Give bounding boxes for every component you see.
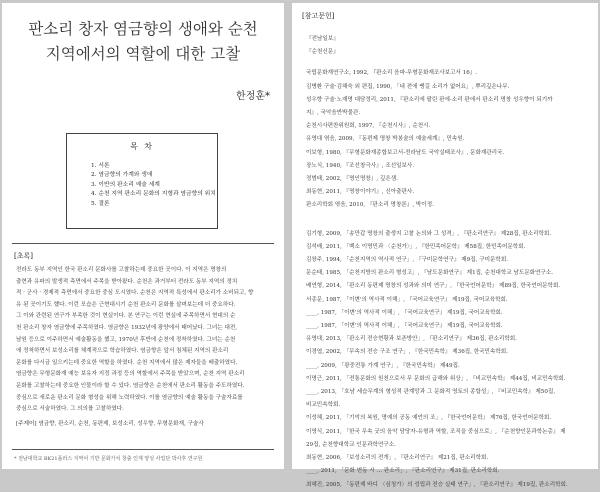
reference-entry: 장노식, 1940, 『조선창극사』, 조선일보사. [306, 162, 415, 169]
abstract-body [16, 265, 272, 416]
reference-entry: 이경엽, 2002, 「무속의 전승 구조 연구」, 『한국민속학』 제36집, 한국민속학회. [306, 349, 508, 356]
abstract-line: 중심으로 새로운 판소리 문화 형성을 위해 노력하였다. 이를 염금향의 예술 활동을 구술자료를 [16, 394, 243, 401]
toc-item: 3. 이반의 판소리 예술 세계 [91, 181, 160, 188]
reference-entry: 최동현, 2011, 『명창이야기』, 신아출판사. [306, 189, 415, 196]
abstract-line: 천 판소리 창자 염금향에 주목하였다. 염금향은 1932년에 광양에서 태어났다. 그녀는 대전, [16, 324, 238, 331]
toc-heading: 목 차 [130, 142, 154, 151]
reference-entry: 성우향 구술·노재명 대담정리, 2011, 『판소리에 팔린 판에-소리 판에서 판소리 명창 성우향이 되기까 [306, 96, 553, 103]
abstract-line: 출현과 유파의 발생적 측면에서 주목을 받아왔다. 순천은 과거부터 전라도 동부 지역의 정치 [16, 278, 238, 285]
abstract-line: 그 이와 관련된 연구가 부족한 것이 현실이다. 본 연구는 이런 현실에 주목하면서 현대의 순 [16, 313, 236, 320]
abstract-line: 염금향은 무형문화재 예능 보유자 지정 과정 등의 역할에서 주목을 받았으며, 순천 지역 판소리 [16, 371, 245, 378]
reference-entry: 정범태, 2002, 『명인명창』, 깊은샘. [306, 176, 398, 183]
references-heading: [참고문헌] [302, 12, 335, 20]
reference-entry: 배연형, 2014, 「판소리 동편제 명창의 성과와 의미 연구」, 『한국언어문학』 제89집, 한국언어문학회. [306, 283, 561, 290]
title-line-1: 판소리 창자 염금향의 생애와 순천 [28, 20, 258, 38]
abstract-line: 남원 등으로 이주하면서 예술활동을 했고, 1970년 후반에 순천에 정착하였다. 그녀는 순천 [16, 336, 236, 343]
reference-entry: 이영식, 2011, 「한국 무속 굿의 음악 담당자-유형과 역할, 조직을 중심으로」, 『순천향인문과학논총』 제 [306, 428, 566, 435]
footnote-rule [12, 449, 274, 450]
abstract-line: 에 정착하면서 보성소리를 체계적으로 학습하였다. 염금향은 앞서 침체된 지역의 판소리 [16, 348, 229, 355]
reference-entry: ____, 1987, 「이변'의 역사적 이해」, 『국어교육연구』 제19집, 국어교육학회. [306, 309, 503, 316]
abstract-line: 문화를 고찰하는데 중요한 인물이라 할 수 있다. 염금향은 순천에서 판소리 활동을 주도하였다. [16, 382, 245, 389]
toc-list [67, 162, 217, 209]
reference-gap [306, 213, 592, 228]
abstract-line: 적 · 군사 · 경제적 측면에서 중요한 중심 도시였다. 순천은 지역적 특성에서 판소리가 소비되고, 향 [16, 290, 254, 297]
abstract-line: 문화를 다시금 일으키는데 중요한 역할을 하였다. 순천 지역에서 많은 제자들을 배출하였다. [16, 359, 238, 366]
author-name: 한정훈* [236, 91, 270, 102]
reference-entry: 비교민속학회. [306, 402, 341, 409]
reference-entry: 김창주, 1994, 「순천지역의 역사적 연구」, 『구미문학연구』 제9집, 구미문학회. [306, 257, 509, 264]
reference-entry: 지』, 국악음반박물관. [306, 110, 361, 117]
reference-entry: 이성혜, 2011, 「기억의 복원, 명예의 공동 예언의 조」, 『한국언어문학』 제76집, 한국언어문학회. [306, 415, 552, 422]
reference-entry: 이명근, 2011, 「전통문화의 원천으로서 무 문화의 급해와 위상」, 『비교민속학』 제44집, 비교민속학회. [306, 375, 566, 382]
right-page [292, 3, 598, 488]
reference-entry: 순천시사편찬위원회, 1997, 『순천시사』, 순천시. [306, 123, 431, 130]
reference-entry: 29집, 순천향대학교 인문과학연구소. [306, 441, 396, 448]
reference-entry: 최동현, 2006, 「보성소리의 전개」, 『판소리연구』 제21집, 판소리학회. [306, 455, 489, 462]
left-page [2, 3, 284, 469]
reference-entry: 문순태, 1985, 「순천지방의 판소리 형성고」, 『남도문화연구』 제1집, 순천대학교 남도문화연구소. [306, 270, 554, 277]
abstract-line: 전라도 동부 지역인 한국 판소리 문화사를 고찰하는데 중요한 곳이다. 이 지역은 명창의 [16, 267, 227, 273]
reference-entry: 유영대, 2013, 「판소리 전승현황과 보존방안」, 『판소리연구』 제36집, 판소리학회. [306, 336, 517, 343]
reference-entry: 『전남일보』 [306, 36, 339, 42]
reference-entry: 『순천신문』 [306, 49, 339, 56]
reference-entry: 서종문, 1987, 「이변'의 역사적 이해」, 『국어교육연구』 제19집, 국어교육학회. [306, 296, 508, 303]
toc-item: 2. 염금향의 가계와 생애 [91, 172, 153, 179]
reference-entry: 판소리학회 엮음, 2010, 『판소리 명창론』, 박이정. [306, 202, 434, 209]
reference-entry: 김기형, 2009, 「송만갑 명창의 출생지 고찰 논의와 그 성격」, 『판소리연구』 제28집, 판소리학회. [306, 230, 552, 237]
reference-entry: ____, 2011, 「문화 변동 시 … 판소리」, 『판소리연구』 제31집, 판소리학회. [306, 468, 500, 475]
author-footnote: * 전남대학교 BK21플러스 지역어 기반 문화가치 창출 인재 양성 사업단 박사후 연구원 [14, 456, 203, 462]
reference-entry: ____, 2013, 「호남 세습무계의 형성적 관계망과 그 문화적 영토의 종합성」, 『비교민속학』 제50집, [306, 389, 556, 396]
reference-entry: 유영대 엮음, 2009, 『동편제 명창 박봉술의 예술세계』, 민속원. [306, 136, 465, 143]
reference-entry: ____, 2009, 「광중전통 가계 연구」, 『한국민속학』 제49집. [306, 362, 460, 369]
reference-entry: 국립문화재연구소, 1992, 『판소리 음파-무형문화재조사보고서 16』. [306, 70, 478, 77]
toc-item: 5. 결론 [91, 200, 110, 207]
reference-entry: 김병환 구술·김해숙 외 편집, 1990, 「네 전에 땡길 소리가 없어요」, 뿌리깊은나무. [306, 83, 510, 90]
keywords-line: [주제어] 염금향, 판소리, 순천, 동편제, 보성소리, 성우향, 무형문화재, 구술사 [16, 421, 204, 427]
reference-entry: 이보형, 1980, 『무형문화재종합보고서-전라남도 국악실태조사』, 문화재관리국. [306, 149, 505, 156]
article-title [18, 17, 268, 67]
table-of-contents-box [66, 133, 218, 229]
title-line-2: 지역에서의 역할에 대한 고찰 [45, 45, 241, 63]
toc-item: 4. 순천 지역 판소리 문화의 지형과 염금향의 위치 [91, 191, 216, 198]
abstract-line: 중심으로 서술하였다. 그 의의를 고찰하였다. [16, 406, 124, 413]
reference-entry: ____, 1987, 「이변'의 역사적 이해」, 『국어교육연구』 제19집, 국어교육학회. [306, 323, 503, 330]
abstract-heading: [초록] [14, 252, 33, 260]
abstract-top-rule [12, 243, 274, 244]
toc-item: 1. 서론 [91, 163, 110, 169]
reference-entry: 최혜진, 2005, 「동편제 바디 〈심청가〉의 성립과 전승 실태 연구」, 『판소리연구』 제19집, 판소리학회. [306, 481, 568, 488]
references-list [306, 33, 592, 492]
reference-gap [306, 59, 592, 67]
abstract-line: 유 된 곳이기도 했다. 이런 모습은 근현대시기 순천 판소리 문화를 살펴보는데 더 중요하다. [16, 301, 236, 308]
reference-entry: 김석배, 2011, 「백소 이명민과 〈순천가〉」, 『한민족어문학』 제58집, 한민족어문학회. [306, 243, 526, 250]
